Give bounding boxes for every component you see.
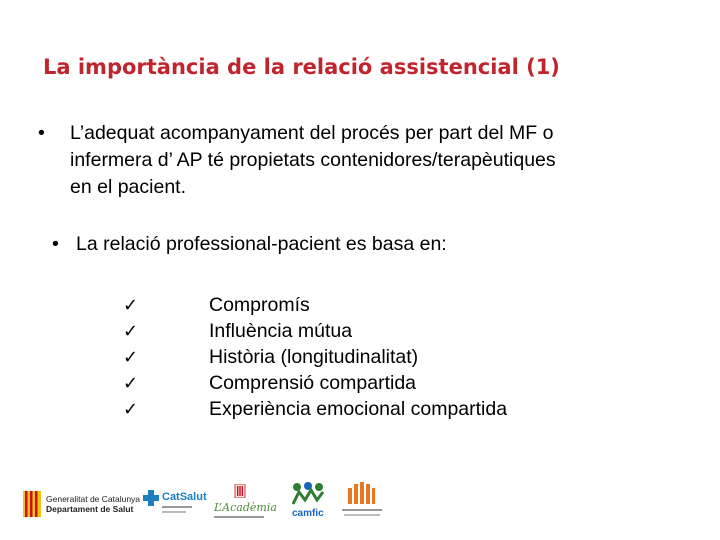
association-logo xyxy=(340,482,386,524)
bullet-item-2 xyxy=(52,231,672,258)
bullet-dot: • xyxy=(52,233,59,255)
check-item-text: Experiència emocional compartida xyxy=(209,397,508,420)
check-item-text: Història (longitudinalitat) xyxy=(209,345,419,368)
academia-logo xyxy=(212,484,277,524)
check-list-item xyxy=(123,344,507,370)
bullet-line: L’adequat acompanyament del procés per part del MF o xyxy=(70,122,554,144)
bullet-dot: • xyxy=(38,122,45,144)
catsalut-subline xyxy=(162,511,186,513)
generalitat-department: Departament de Salut xyxy=(46,504,134,514)
check-list xyxy=(123,292,507,422)
academia-emblem-icon xyxy=(234,484,246,498)
generalitat-name: Generalitat de Catalunya xyxy=(46,494,141,504)
association-subline xyxy=(342,509,382,511)
check-item-text: Compromís xyxy=(209,293,310,316)
generalitat-emblem-icon xyxy=(22,490,42,518)
academia-subline xyxy=(214,516,264,518)
academia-name: L’Acadèmia xyxy=(214,501,277,514)
camfic-logo xyxy=(288,482,328,524)
checkmark-icon: ✓ xyxy=(123,320,139,342)
check-list-item xyxy=(123,370,507,396)
orange-bars-icon xyxy=(346,482,376,506)
bullet-item-1 xyxy=(38,120,688,201)
catsalut-logo xyxy=(143,488,205,522)
catsalut-name: CatSalut xyxy=(162,491,207,503)
camfic-name: camfic xyxy=(292,508,324,519)
checkmark-icon: ✓ xyxy=(123,398,139,420)
checkmark-icon: ✓ xyxy=(123,372,139,394)
slide-title: La importància de la relació assistencial (1) xyxy=(43,55,560,79)
bullet-line: en el pacient. xyxy=(70,176,187,198)
bullet-text xyxy=(70,120,556,201)
bullet-text: La relació professional-pacient es basa en: xyxy=(76,233,447,255)
bullet-line: infermera d’ AP té propietats contenidores/terapèutiques xyxy=(70,149,556,171)
checkmark-icon: ✓ xyxy=(123,294,139,316)
check-list-item xyxy=(123,318,507,344)
check-list-item xyxy=(123,292,507,318)
check-list-item xyxy=(123,396,507,422)
generalitat-logo xyxy=(22,490,150,520)
checkmark-icon: ✓ xyxy=(123,346,139,368)
catsalut-subline xyxy=(162,506,192,508)
check-item-text: Comprensió compartida xyxy=(209,371,417,394)
camfic-figures-icon xyxy=(291,482,325,506)
check-item-text: Influència mútua xyxy=(209,319,353,342)
association-subline xyxy=(344,514,380,516)
catsalut-cross-icon xyxy=(143,490,159,506)
footer-logos xyxy=(20,478,420,528)
